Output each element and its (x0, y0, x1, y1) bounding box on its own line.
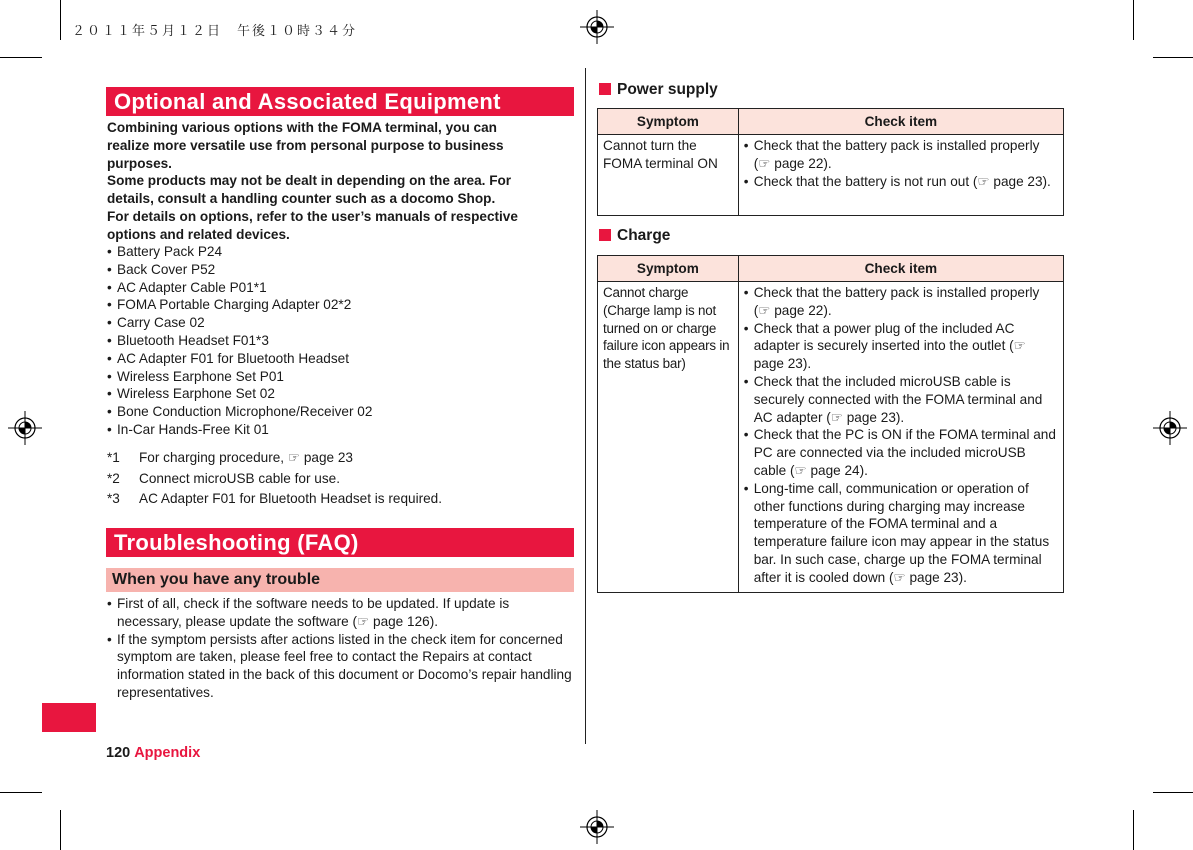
table-row (598, 135, 1064, 216)
section-title: Charge (617, 227, 671, 244)
column-header-symptom: Symptom (598, 109, 739, 135)
page-footer (106, 745, 200, 761)
check-item: • Check that the PC is ON if the FOMA terminal and PC are connected via the included microUSB cable (☞ page 24). (744, 426, 1058, 479)
intro-line: For details on options, refer to the user’s manuals of respective (107, 208, 518, 224)
intro-line: realize more versatile use from personal purpose to business (107, 137, 504, 153)
troubleshooting-heading: Troubleshooting (FAQ) (106, 528, 574, 557)
power-supply-heading (599, 80, 718, 100)
list-item: • Carry Case 02 (107, 314, 577, 332)
square-bullet-icon (599, 83, 611, 95)
check-item: • Check that the battery pack is installed properly (☞ page 22). (744, 137, 1058, 173)
intro-line: Some products may not be dealt in depending on the area. For (107, 173, 512, 189)
check-item: • Check that the battery pack is installed properly (☞ page 22). (744, 284, 1058, 320)
power-supply-table (597, 108, 1064, 216)
symptom-cell: Cannot charge (Charge lamp is not turned on or charge failure icon appears in the status bar) (598, 282, 739, 593)
crop-mark (0, 792, 42, 793)
charge-heading (599, 226, 670, 246)
print-timestamp: ２０１１年５月１２日 午後１０時３４分 (72, 24, 358, 39)
intro-line: Combining various options with the FOMA terminal, you can (107, 120, 497, 135)
section-name: Appendix (134, 745, 201, 761)
crop-mark (60, 810, 61, 850)
registration-mark-icon (1153, 411, 1187, 445)
list-item: • If the symptom persists after actions listed in the check item for concerned symptom are taken, please feel free to contact the Repairs at contact information stated in the back of this document or Docomo’s repair handling representatives. (107, 631, 575, 702)
trouble-list (107, 595, 575, 702)
intro-line: details, consult a handling counter such as a docomo Shop. (107, 191, 496, 207)
footnotes (107, 448, 577, 510)
crop-mark (1133, 810, 1134, 850)
intro-line: purposes. (107, 155, 172, 171)
section-title: Power supply (617, 81, 718, 98)
list-item: • FOMA Portable Charging Adapter 02*2 (107, 296, 577, 314)
footnote-text: AC Adapter F01 for Bluetooth Headset is required. (139, 491, 443, 506)
column-header-check-item: Check item (738, 109, 1063, 135)
list-item: • AC Adapter Cable P01*1 (107, 279, 577, 297)
column-divider (585, 68, 586, 744)
footnote-text: For charging procedure, ☞ page 23 (139, 450, 353, 465)
list-item: • AC Adapter F01 for Bluetooth Headset (107, 350, 577, 368)
section-tab (42, 703, 96, 732)
crop-mark (1133, 0, 1134, 40)
optional-equipment-heading: Optional and Associated Equipment (106, 87, 574, 116)
table-row (598, 282, 1064, 593)
trouble-subheading: When you have any trouble (106, 568, 574, 592)
optional-intro (107, 119, 577, 244)
footnote (107, 448, 577, 469)
list-item: • Bone Conduction Microphone/Receiver 02 (107, 403, 577, 421)
list-item: • Battery Pack P24 (107, 243, 577, 261)
table-header-row (598, 109, 1064, 135)
crop-mark (0, 57, 42, 58)
page-number: 120 (106, 745, 131, 761)
check-item-cell (738, 135, 1063, 216)
check-item: • Check that a power plug of the included AC adapter is securely inserted into the outlet (☞ page 23). (744, 320, 1058, 373)
check-item: • Check that the battery is not run out (☞ page 23). (744, 173, 1058, 191)
list-item: • First of all, check if the software needs to be updated. If update is necessary, please update the software (☞ page 126). (107, 595, 575, 631)
symptom-cell: Cannot turn the FOMA terminal ON (598, 135, 739, 216)
square-bullet-icon (599, 229, 611, 241)
registration-mark-icon (580, 10, 614, 44)
footnote-mark: *1 (107, 450, 120, 465)
list-item: • Bluetooth Headset F01*3 (107, 332, 577, 350)
list-item: • Wireless Earphone Set 02 (107, 385, 577, 403)
list-item: • Back Cover P52 (107, 261, 577, 279)
footnote-mark: *2 (107, 470, 120, 486)
table-header-row (598, 256, 1064, 282)
column-header-symptom: Symptom (598, 256, 739, 282)
crop-mark (60, 0, 61, 40)
check-item-cell (738, 282, 1063, 593)
check-item: • Long-time call, communication or operation of other functions during charging may increase temperature of the FOMA terminal and a temperature failure icon may appear in the status bar. In such case, charge up the FOMA terminal after it is cooled down (☞ page 23). (744, 480, 1058, 587)
crop-mark (1153, 792, 1193, 793)
column-header-check-item: Check item (738, 256, 1063, 282)
footnote (107, 469, 577, 490)
list-item: • Wireless Earphone Set P01 (107, 368, 577, 386)
equipment-list (107, 243, 577, 439)
list-item: • In-Car Hands-Free Kit 01 (107, 421, 577, 439)
crop-mark (1153, 57, 1193, 58)
intro-line: options and related devices. (107, 226, 290, 242)
footnote-text: Connect microUSB cable for use. (139, 470, 340, 486)
check-item: • Check that the included microUSB cable is securely connected with the FOMA terminal and AC adapter (☞ page 23). (744, 373, 1058, 426)
footnote-mark: *3 (107, 491, 120, 506)
footnote (107, 489, 577, 510)
registration-mark-icon (8, 411, 42, 445)
registration-mark-icon (580, 810, 614, 844)
charge-table (597, 255, 1064, 593)
